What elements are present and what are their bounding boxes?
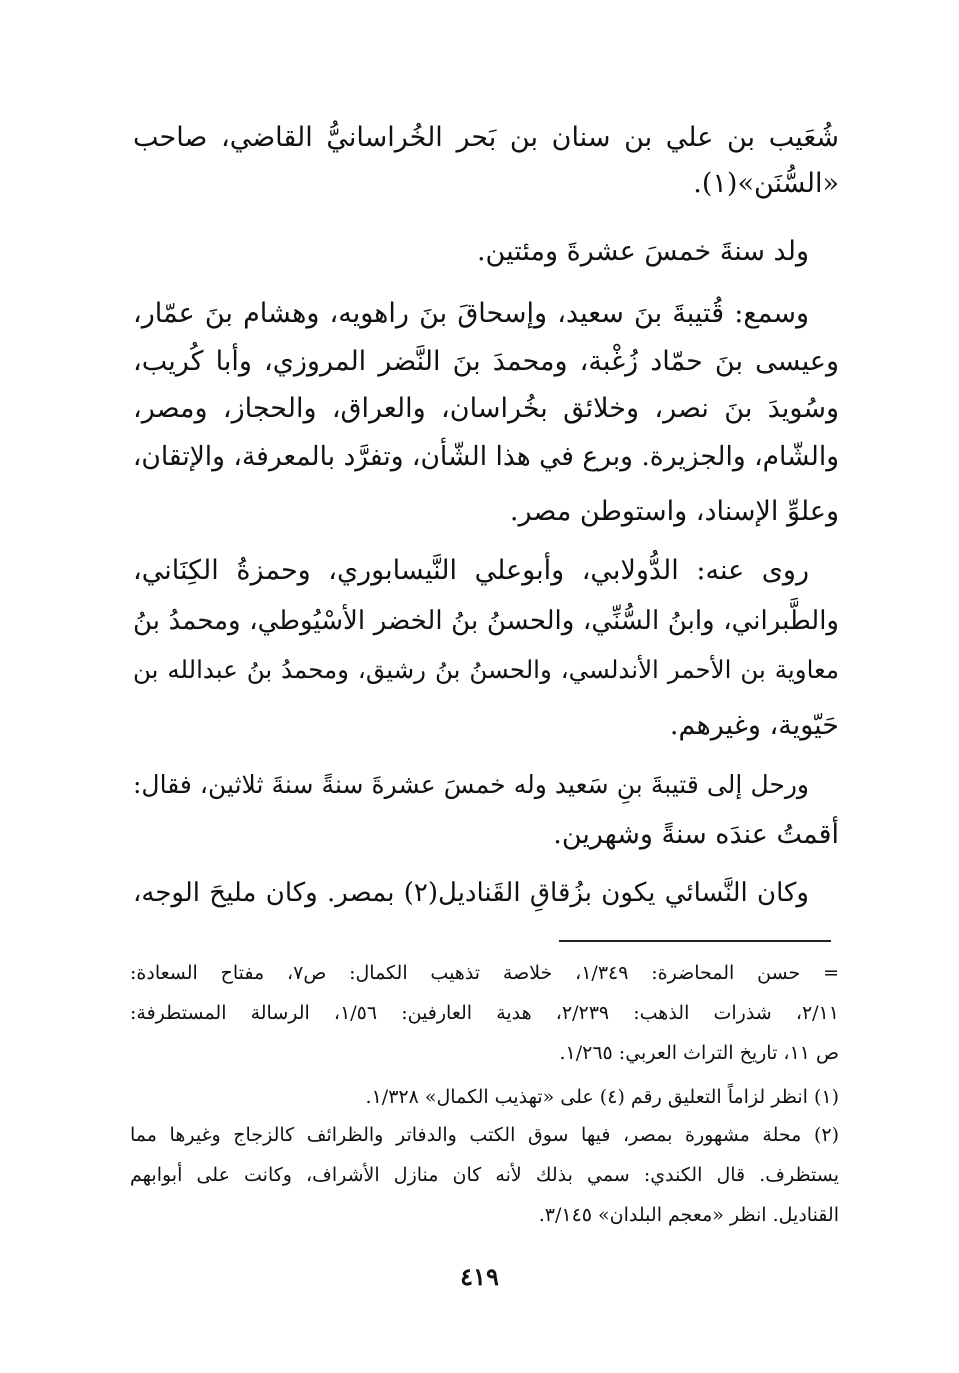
body-line: والطَّبراني، وابنُ السُّنِّي، والحسنُ بنُ الخضر الأسْيُوطي، ومحمدُ بنُ: [133, 606, 839, 636]
body-line: ورحل إلى قتيبةَ بنِ سَعيد وله خمسَ عشرةَ سنةً سنةَ ثلاثين، فقال:: [133, 770, 809, 799]
footnote-line: يستظرف. قال الكندي: سمي بذلك لأنه كان منازل الأشراف، وكانت على أبوابهم: [130, 1164, 839, 1186]
body-line: شُعَيب بن علي بن سنان بن بَحر الخُراسانيُّ القاضي، صاحب: [133, 122, 839, 153]
body-line: وكان النَّسائي يكون بزُقاقِ القَناديل(٢) بمصر. وكان مليحَ الوجه،: [133, 878, 809, 908]
body-line: والشّام، والجزيرة. وبرع في هذا الشّأن، وتفرَّد بالمعرفة، والإتقان،: [132, 441, 839, 472]
body-line: ولد سنةَ خمسَ عشرةَ ومئتين.: [476, 236, 809, 267]
footnote-line: = حسن المحاضرة: ١/٣٤٩، خلاصة تذهيب الكمال: ص٧، مفتاح السعادة:: [130, 962, 839, 984]
footnote-line: القناديل. انظر «معجم البلدان» ٣/١٤٥.: [538, 1204, 839, 1226]
body-line: وعيسى بنَ حمّاد زُغْبة، ومحمدَ بنَ النَّضر المروزي، وأبا كُريب،: [133, 346, 839, 377]
footnote-line: ص ١١، تاريخ التراث العربي: ١/٢٦٥.: [559, 1042, 839, 1064]
body-line: وعلوِّ الإسناد، واستوطن مصر.: [509, 496, 839, 527]
body-line: روى عنه: الدُّولابي، وأبوعلي النَّيسابوري، وحمزةُ الكِنَاني،: [133, 555, 809, 586]
body-line: وسُويدَ بنَ نصر، وخلائق بخُراسان، والعراق، والحجاز، ومصر،: [133, 393, 839, 424]
body-line: حَيّوية، وغيرهم.: [669, 710, 839, 741]
body-line: أقمتُ عندَه سنةً وشهرين.: [553, 819, 839, 850]
footnote-line: ٢/١١، شذرات الذهب: ٢/٢٣٩، هدية العارفين: ١/٥٦، الرسالة المستطرفة:: [130, 1002, 839, 1024]
footnote-separator: [559, 940, 831, 942]
footnote-line: (١) انظر لزاماً التعليق رقم (٤) على «تهذيب الكمال» ١/٣٢٨.: [365, 1086, 839, 1108]
footnote-line: (٢) محلة مشهورة بمصر، فيها سوق الكتب والدفاتر والظرائف كالزجاج وغيرها مما: [130, 1124, 839, 1146]
page-number: ٤١٩: [460, 1262, 499, 1291]
body-line: معاوية بن الأحمر الأندلسي، والحسنُ بنُ رشيق، ومحمدُ بنُ عبدالله بن: [133, 655, 839, 684]
body-line: «السُّنَن»(١).: [693, 168, 839, 199]
body-line: وسمع: قُتيبةَ بنَ سعيد، وإسحاقَ بنَ راهويه، وهشام بنَ عمّار،: [133, 298, 809, 329]
